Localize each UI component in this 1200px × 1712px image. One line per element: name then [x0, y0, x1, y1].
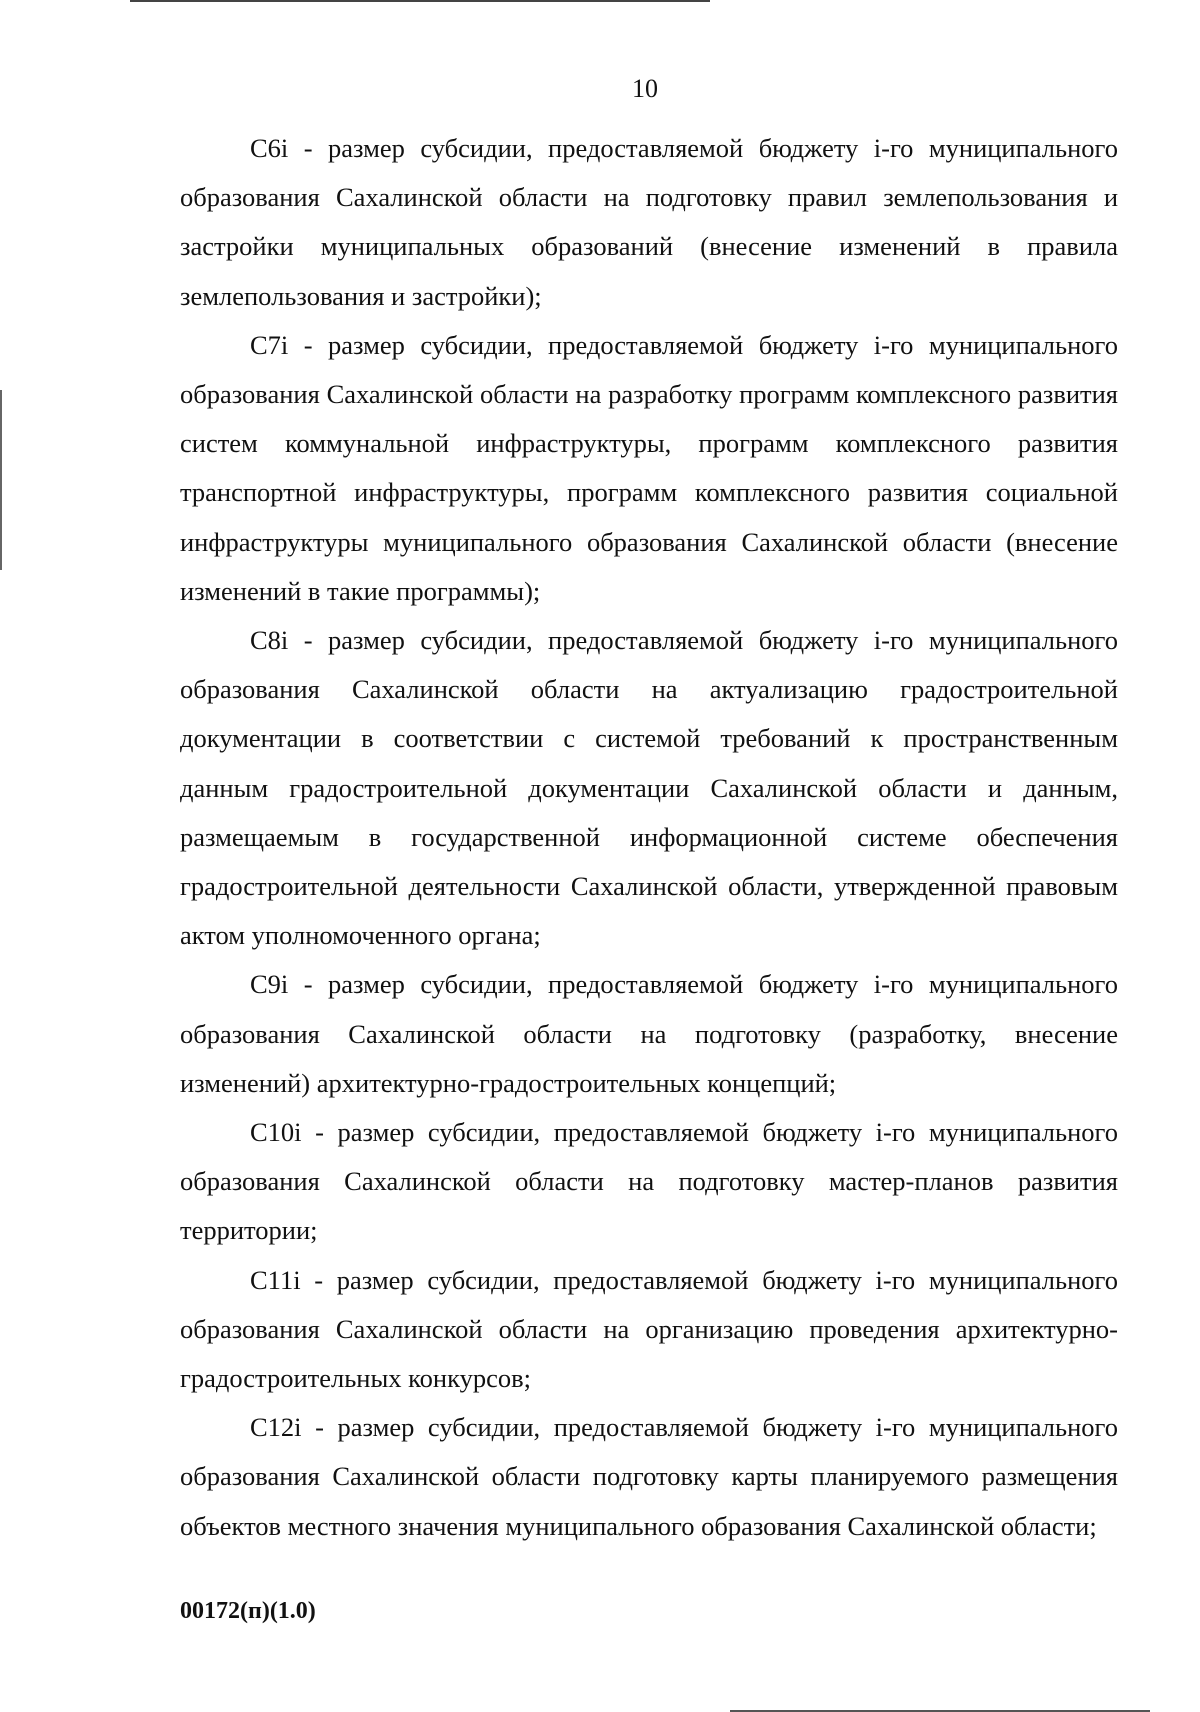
paragraph-c8: C8i - размер субсидии, предоставляемой бюджету i-го муниципального образования Сахалинской области на актуализацию градостроительной документации в соответствии с системой требований к пространственным данным градостроительной документации Сахалинской области и данным, размещаемым в государственной информационной системе обеспечения градостроительной деятельности Сахалинской области, утвержденной правовым актом уполномоченного органа;: [180, 625, 1118, 951]
document-code: 00172(п)(1.0): [180, 1598, 316, 1624]
paragraph-c9: C9i - размер субсидии, предоставляемой бюджету i-го муниципального образования Сахалинской области на подготовку (разработку, внесение изменений) архитектурно-градостроительных концепций;: [180, 969, 1118, 1098]
paragraph-c10: C10i - размер субсидии, предоставляемой бюджету i-го муниципального образования Сахалинской области на подготовку мастер-планов развития территории;: [180, 1117, 1118, 1246]
document-body: [180, 124, 1118, 1551]
scan-edge-left: [0, 390, 2, 570]
scan-edge-top: [130, 0, 710, 2]
paragraph-c7: C7i - размер субсидии, предоставляемой бюджету i-го муниципального образования Сахалинской области на разработку программ комплексного развития систем коммунальной инфраструктуры, программ комплексного развития транспортной инфраструктуры, программ комплексного развития социальной инфраструктуры муниципального образования Сахалинской области (внесение изменений в такие программы);: [180, 329, 1118, 606]
paragraph-c11: C11i - размер субсидии, предоставляемой бюджету i-го муниципального образования Сахалинской области на организацию проведения архитектурно-градостроительных конкурсов;: [180, 1264, 1118, 1394]
page-number: 10: [632, 74, 658, 103]
paragraph-c12: C12i - размер субсидии, предоставляемой бюджету i-го муниципального образования Сахалинской области подготовку карты планируемого размещения объектов местного значения муниципального образования Сахалинской области;: [180, 1412, 1118, 1541]
paragraph-c6: C6i - размер субсидии, предоставляемой бюджету i-го муниципального образования Сахалинской области на подготовку правил землепользования и застройки муниципальных образований (внесение изменений в правила землепользования и застройки);: [180, 133, 1118, 311]
